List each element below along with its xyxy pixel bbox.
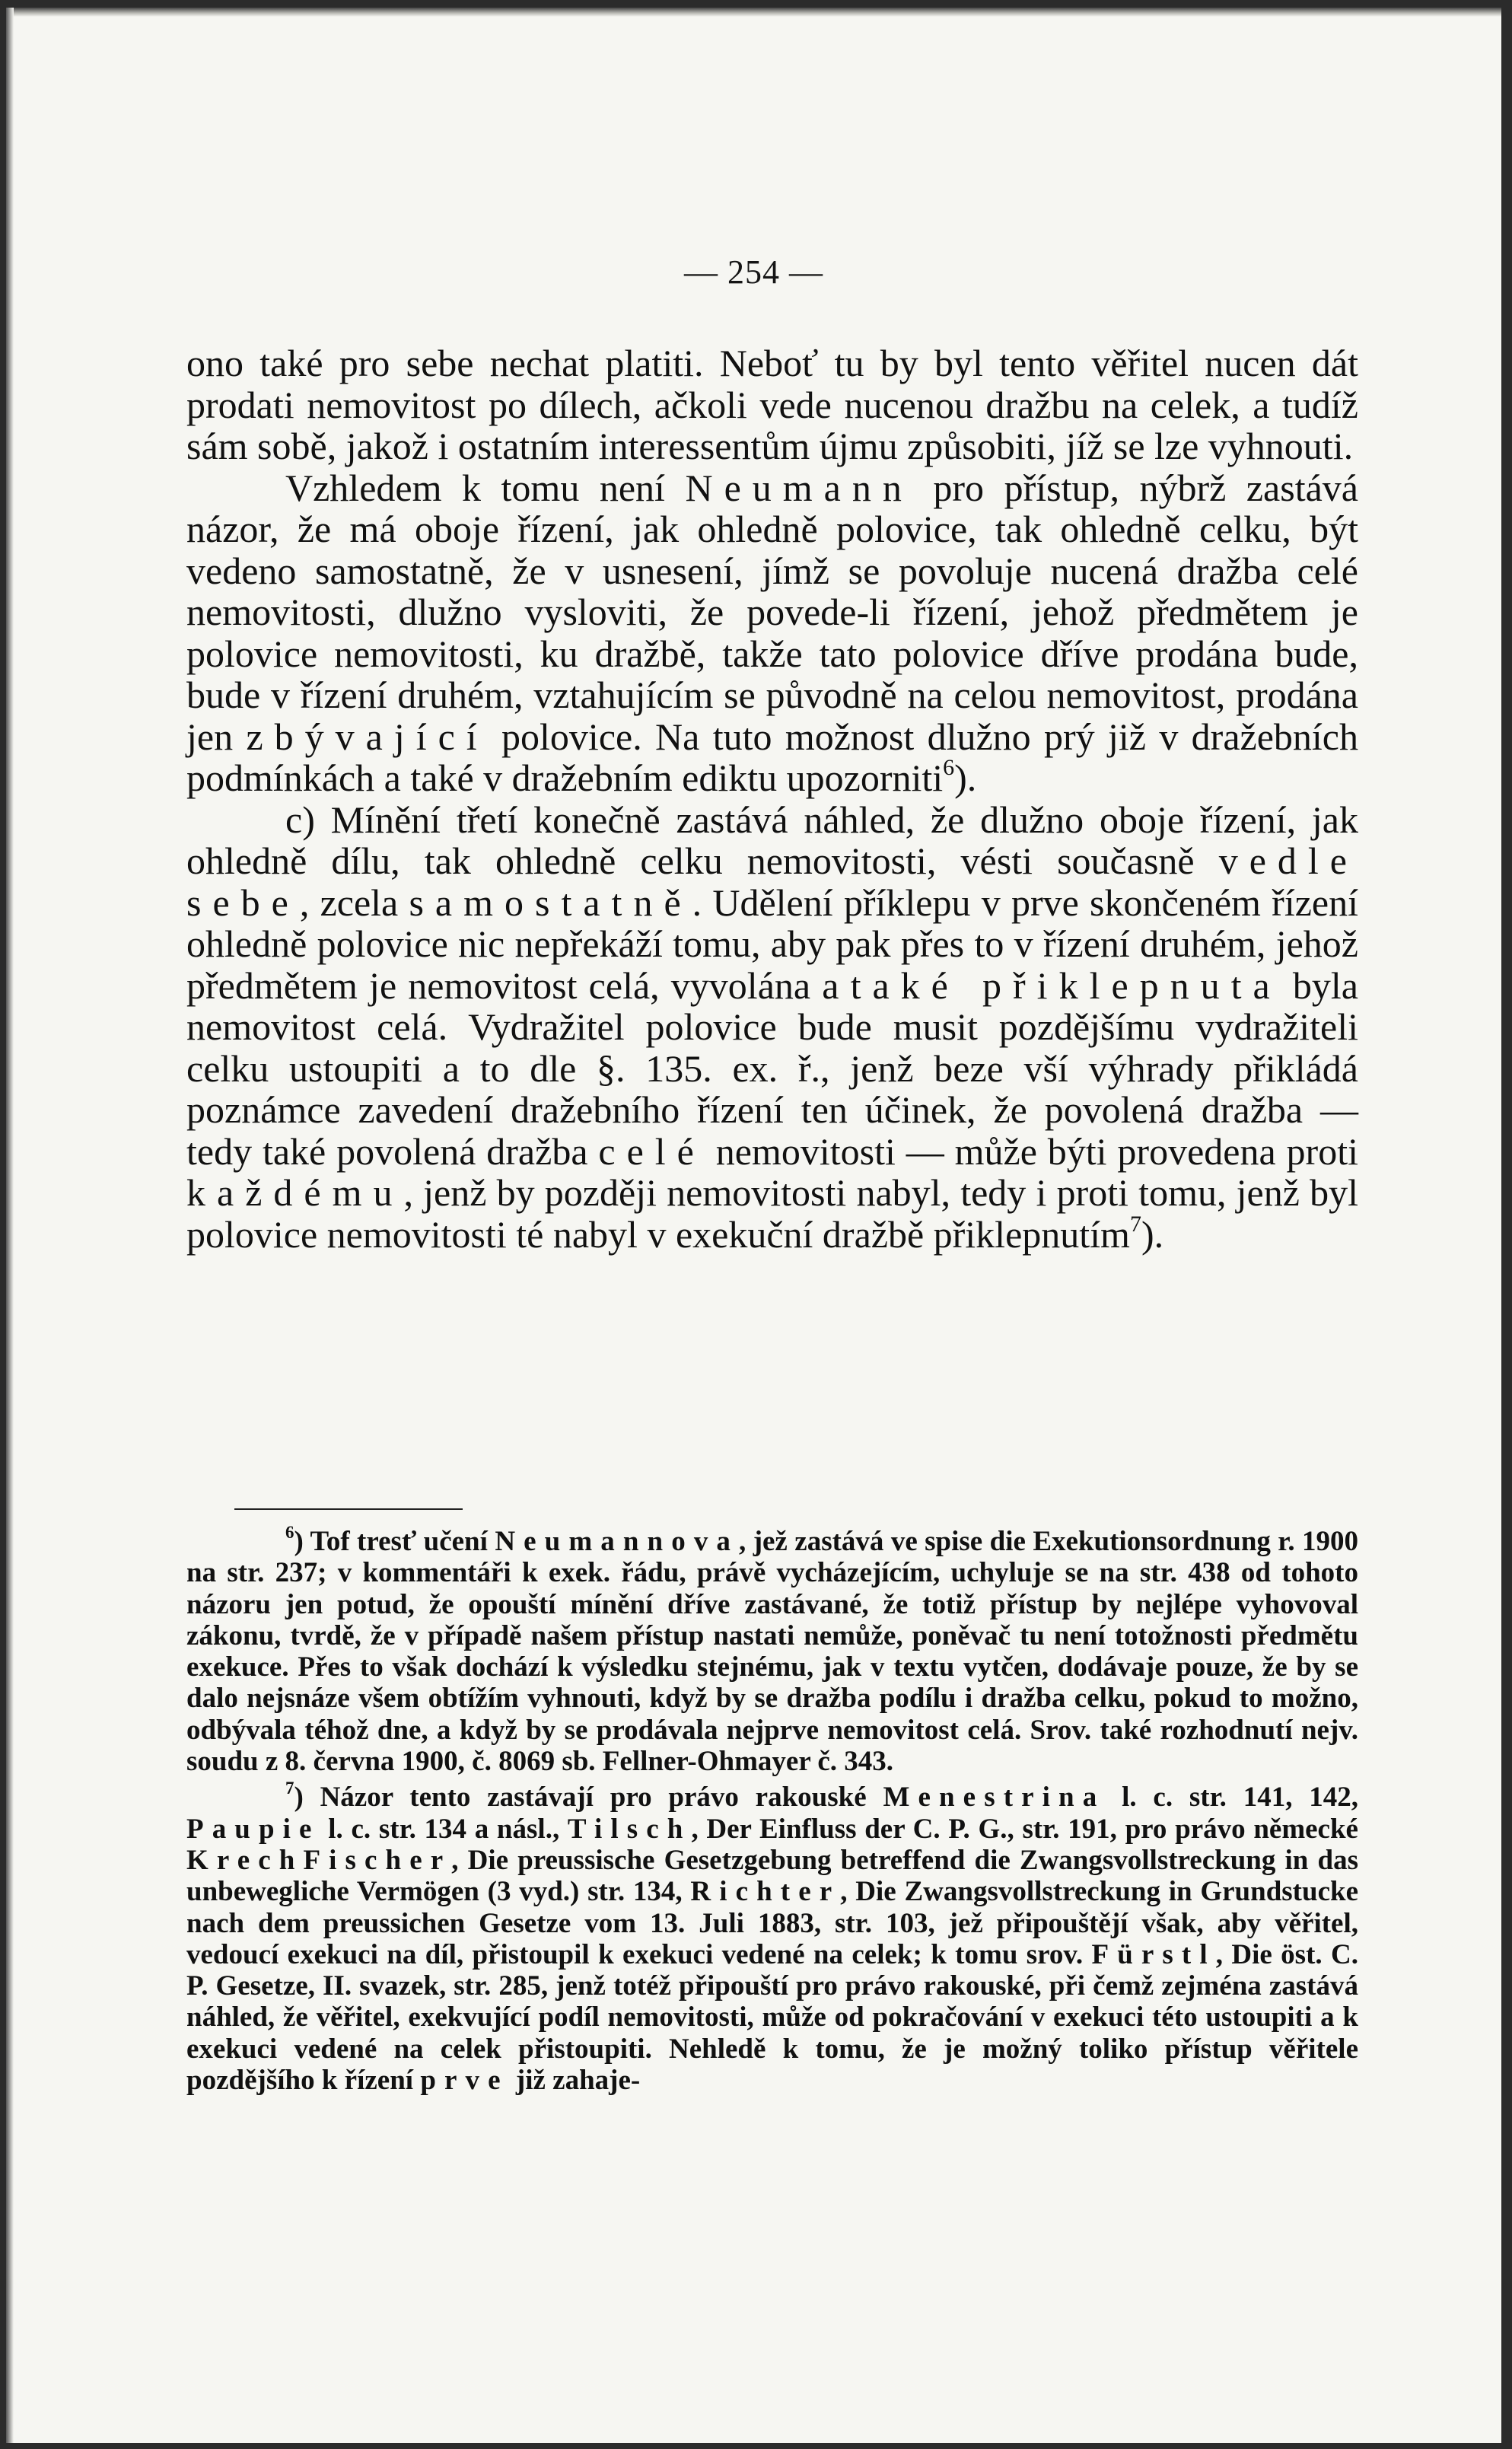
scanned-page [6,8,1501,2443]
footnote-marker: 6 [943,755,955,780]
spaced-emphasis: Paupie [186,1813,320,1845]
text-run: ). [1141,1212,1164,1256]
spaced-emphasis: Fürstl [1091,1938,1216,1970]
main-text [186,342,1358,1255]
spaced-emphasis: vedle sebe [186,839,1358,924]
paragraph [186,799,1358,1256]
page-number: — 254 — [684,253,823,291]
text-run: , Der Einfluss der C. P. G., str. 191, pro právo německé [691,1813,1358,1845]
text-run: , jež zastává ve spise die Exekutionsordnung r. 1900 na str. 237; v kommentáři k exek. řádu, právě vycházejícím, uchyluje se na str. 438 od tohoto názoru jen potud, že opouští mínění dříve zastávané, že totiž přístup by nejlépe vyhovoval zákonu, tvrdě, že v případě našem přístup nastati nemůže, poněvač tu není totožnosti předmětu exekuce. Přes to však dochází k výsledku stejnému, jak v textu vytčen, dodávaje pouze, že by se dalo nejsnáze všem obtížím vyhnouti, když by se dražba podílu i dražba celku, pokud to možno, odbývala téhož dne, a když by se prodávala nejprve nemovitost celá. Srov. také rozhodnutí nejv. soudu z 8. června 1900, č. 8069 sb. Fellner-Ohmayer č. 343. [186,1526,1358,1778]
text-run: . Udělení příklepu v prve skončeném řízení ohledně polovice nic nepřekáží tomu, aby pak přes to v řízení druhém, jehož předmětem je nemovitost celá, vyvolána a [186,881,1358,1007]
spaced-emphasis: samostatně [409,881,692,924]
footnote-marker: 7 [285,1779,294,1798]
text-run: l. c. str. 134 a násl., [320,1813,568,1845]
footnote [186,1522,1358,1778]
footnote-separator [234,1508,463,1510]
paragraph [186,467,1358,799]
text-run: , zcela [299,881,409,924]
spaced-emphasis: celé [598,1129,705,1173]
footnote-marker: 7 [1129,1211,1141,1237]
text-run: pro přístup, nýbrž zastává názor, že má oboje řízení, jak ohledně polovice, tak ohledně celku, být vedeno samostatně, že v usnesení, jímž se povoluje nucená dražba celé nemovitosti, dlužno vysloviti, že povede-li řízení, jehož předmětem je polovice nemovitosti, ku dražbě, takže tato polovice dříve prodána bude, bude v řízení druhém, vztahujícím se původně na celou nemovitost, prodána jen [186,466,1358,758]
text-run: , Die öst. C. P. Gesetze, II. svazek, str. 285, jenž totéž připouští pro právo rakouské, při čemž zejména zastává náhled, že věřitel, exekvující podíl nemovitosti, může od pokračování v exekuci této ustoupiti a k exekuci vedené na celek přistoupiti. Nehledě k tomu, že je možný toliko přístup věřitele pozdějšího k řízení [186,1938,1358,2097]
spaced-emphasis: každému [186,1171,404,1214]
text-run: byla nemovitost celá. Vydražitel polovice bude musit pozdějšímu vydražiteli celku ustoupiti a to dle §. 135. ex. ř., jenž beze vší výhrady přikládá poznámce zavedení dražebního řízení ten účinek, že povolená dražba — tedy také povolená dražba [186,963,1358,1173]
spaced-emphasis: Neumann [685,466,913,509]
text-run: c) Mínění třetí konečně zastává náhled, že dlužno oboje řízení, jak ohledně dílu, tak ohledně celku nemovitosti, vésti současně [186,798,1358,882]
text-run: ono také pro sebe nechat platiti. Neboť tu by byl tento věřitel nucen dát prodati nemovitost po dílech, ačkoli vede nucenou dražbu na celek, a tudíž sám sobě, jakož i ostatním interessentům újmu způsobiti, jíž se lze vyhnouti. [186,342,1358,467]
text-run: , jenž by později nemovitosti nabyl, tedy i proti tomu, jenž byl polovice nemovitosti té nabyl v exekuční dražbě přiklepnutím [186,1171,1358,1256]
text-run: polovice. Na tuto možnost dlužno prý již v dražebních podmínkách a také v dražebním ediktu upozorniti [186,715,1358,799]
paragraph [186,342,1358,467]
text-run: , Die preussische Gesetzgebung betreffend die Zwangsvollstreckung in das unbewegliche Vermögen (3 vyd.) str. 134, [186,1844,1358,1908]
footnote [186,1779,1359,2097]
spaced-emphasis: Tilsch [567,1813,692,1845]
text-run: ) Názor tento zastávají pro právo rakouské [294,1782,883,1814]
text-run: ). [954,756,977,799]
spaced-emphasis: zbývající [246,715,489,758]
page-scan-edge-left [6,8,14,2443]
spaced-emphasis: KrechFischer [186,1844,452,1876]
text-run: Vzhledem k tomu není [285,466,686,509]
footnotes [186,1522,1359,2097]
text-run: již zahaje- [508,2065,641,2097]
text-run: nemovitosti — může býti provedena proti [705,1129,1358,1173]
footnote-marker: 6 [285,1522,294,1542]
text-run: , Die Zwangsvollstreckung in Grundstucke nach dem preussichen Gesetze vom 13. Juli 1883, str. 103, jež připouštějí však, aby věřitel, vedoucí exekuci na díl, přistoupil k exekuci vedené na celek; k tomu srov. [186,1876,1359,1970]
spaced-emphasis: také přiklepnuta [850,963,1281,1007]
spaced-emphasis: Menestrina [883,1782,1106,1814]
spaced-emphasis: Richter [690,1876,841,1908]
page-scan-edge-top [6,8,1501,17]
spaced-emphasis: Neumannova [495,1526,740,1557]
text-run: ) Tof tresť učení [294,1526,495,1557]
text-run: l. c. str. 141, 142, [1105,1782,1358,1814]
spaced-emphasis: prve [420,2065,509,2097]
